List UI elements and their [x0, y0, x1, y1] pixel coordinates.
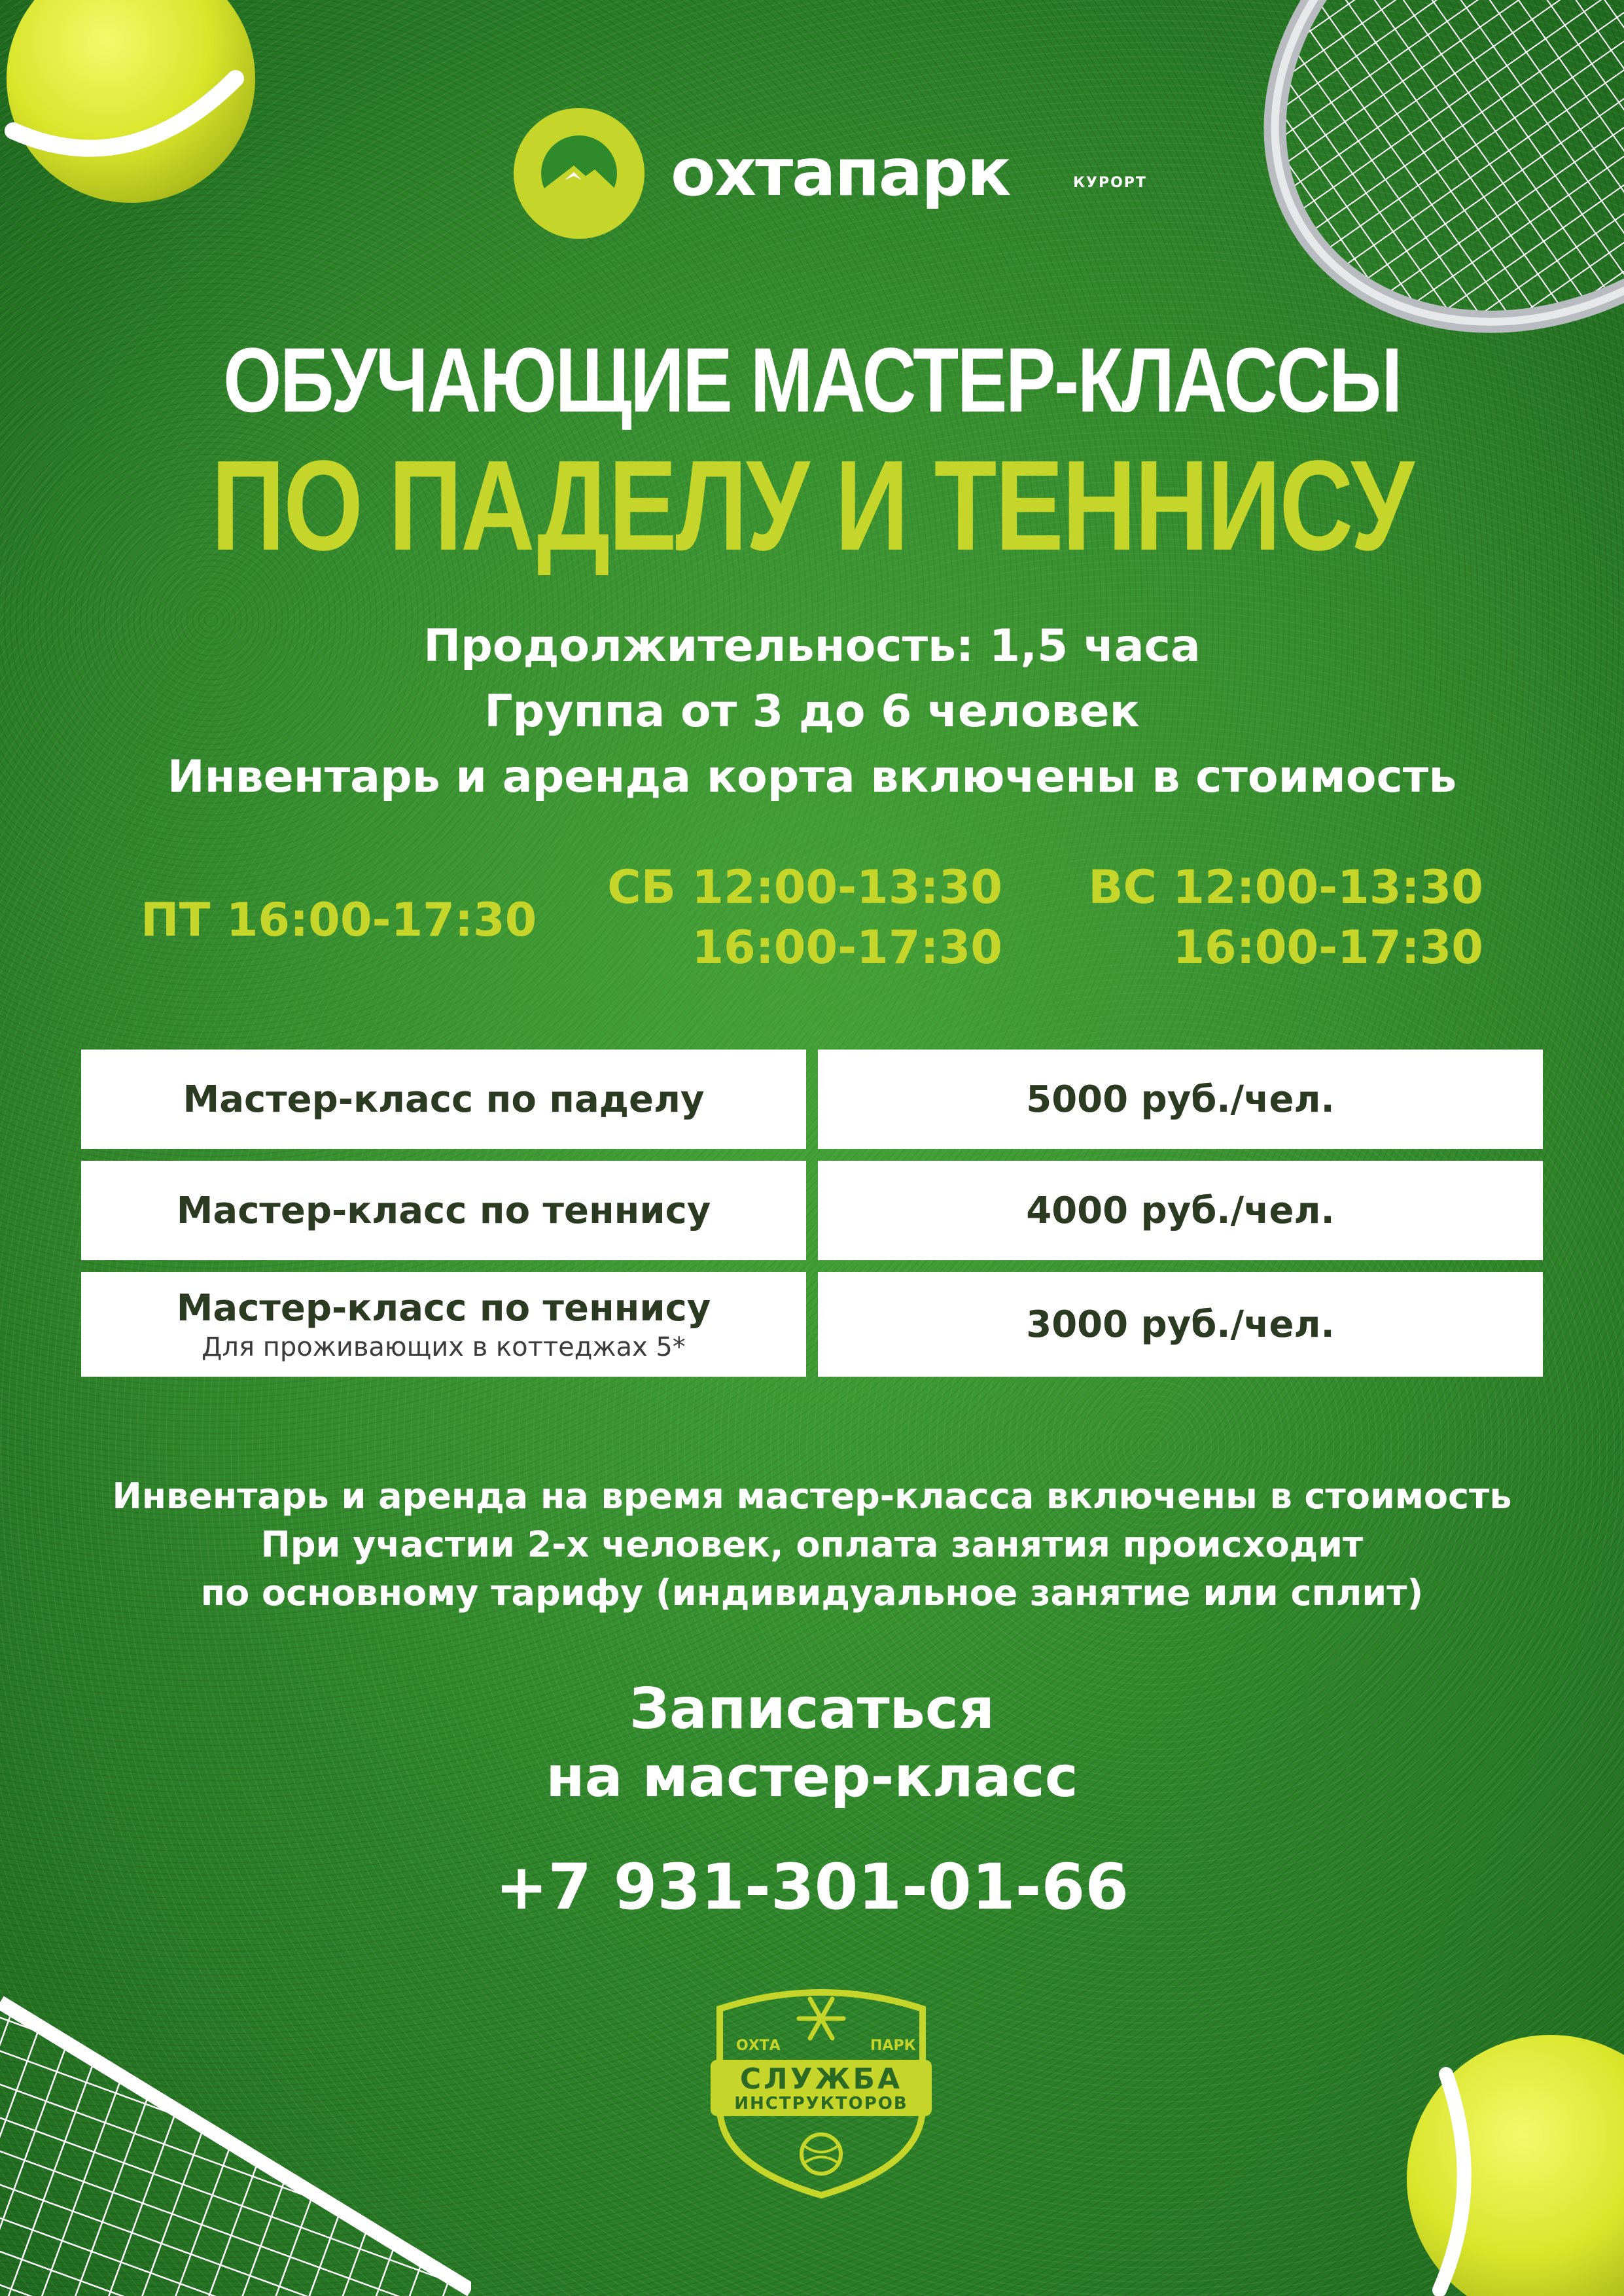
note-line-2: При участии 2-х человек, оплата занятия происходит	[260, 1524, 1364, 1565]
price-row-1-name	[81, 1050, 806, 1149]
price-row-2-price	[818, 1161, 1543, 1260]
price-row-3-name	[81, 1272, 806, 1377]
headline-line-1: ОБУЧАЮЩИЕ МАСТЕР-КЛАССЫ	[223, 328, 1401, 431]
brand-logo	[514, 108, 1155, 239]
price-row-1-value: 5000 руб./чел.	[1026, 1078, 1335, 1121]
price-row-3-value: 3000 руб./чел.	[1026, 1303, 1335, 1346]
tennis-ball-top-left	[0, 0, 275, 209]
instructors-badge	[707, 1983, 936, 2199]
price-row-3-title: Мастер-класс по теннису	[176, 1286, 711, 1330]
badge-subtitle: ИНСТРУКТОРОВ	[734, 2094, 908, 2113]
mountain-logo-icon	[514, 108, 644, 239]
phone-number[interactable]: +7 931-301-01-66	[495, 1850, 1129, 1924]
price-row-1-price	[818, 1050, 1543, 1149]
tennis-ball-bottom-right	[1387, 2015, 1624, 2296]
schedule-sunday-slot-2: 16:00-17:30	[1173, 921, 1483, 974]
info-included: Инвентарь и аренда корта включены в стоимость	[167, 751, 1457, 803]
badge-top-right: ПАРК	[870, 2038, 916, 2054]
price-row-2-value: 4000 руб./чел.	[1026, 1189, 1335, 1232]
cta-line-2: на мастер-класс	[546, 1744, 1078, 1810]
racket-top-right	[1230, 0, 1624, 340]
net-bottom-left	[0, 1950, 471, 2296]
info-duration: Продолжительность: 1,5 часа	[423, 620, 1201, 672]
note-line-3: по основному тарифу (индивидуальное занятие или сплит)	[200, 1572, 1424, 1614]
schedule-friday: ПТ 16:00-17:30	[141, 893, 537, 947]
brand-subtitle: КУРОРТ	[1073, 175, 1147, 191]
schedule-saturday-slot-1: СБ 12:00-13:30	[607, 860, 1002, 914]
schedule-sunday-slot-1: ВС 12:00-13:30	[1088, 860, 1483, 914]
brand-name: охтапарк	[671, 134, 1010, 211]
schedule-saturday-slot-2: 16:00-17:30	[692, 921, 1002, 974]
badge-top-left: ОХТА	[736, 2038, 781, 2054]
badge-title: СЛУЖБА	[739, 2062, 903, 2096]
headline-line-2: ПО ПАДЕЛУ И ТЕННИСУ	[211, 434, 1413, 577]
cta-line-1: Записаться	[629, 1676, 995, 1742]
schedule-sunday	[1088, 857, 1483, 978]
schedule-saturday	[607, 857, 1002, 978]
price-row-2-title: Мастер-класс по теннису	[176, 1189, 711, 1232]
price-row-1-title: Мастер-класс по паделу	[183, 1078, 705, 1121]
note-line-1: Инвентарь и аренда на время мастер-класса включены в стоимость	[112, 1475, 1512, 1517]
price-row-2-name	[81, 1161, 806, 1260]
price-row-3-note: Для проживающих в коттеджах 5*	[202, 1332, 686, 1362]
price-row-3-price	[818, 1272, 1543, 1377]
info-group: Группа от 3 до 6 человек	[484, 686, 1140, 737]
